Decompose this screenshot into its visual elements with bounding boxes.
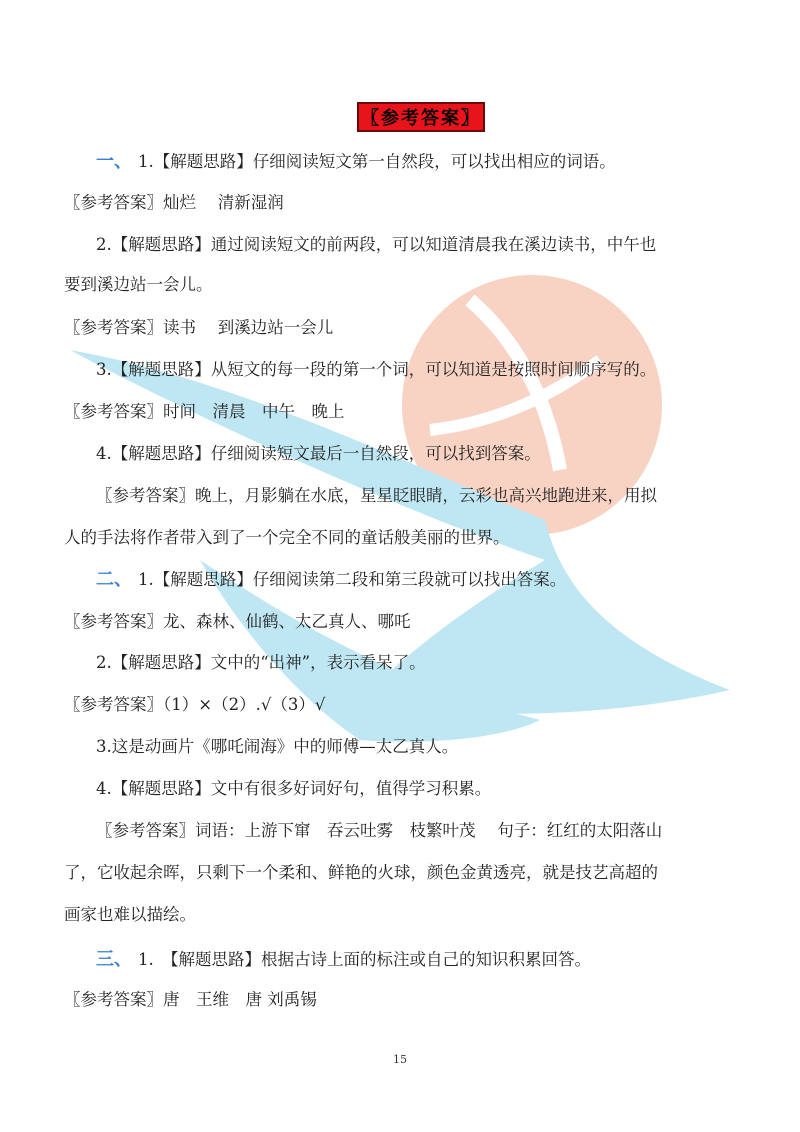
line-14: 〖参考答案〗（1）×（2）.√（3）√ bbox=[64, 695, 326, 714]
line-7: 〖参考答案〗时间 清晨 中午 晚上 bbox=[64, 402, 345, 421]
line-8: 4.【解题思路】仔细阅读短文最后一自然段，可以找到答案。 bbox=[96, 444, 541, 463]
line-5: 〖参考答案〗读书 到溪边站一会儿 bbox=[64, 318, 334, 337]
section-mark-3: 三、 bbox=[96, 949, 132, 970]
line-6: 3.【解题思路】从短文的每一段的第一个词，可以知道是按照时间顺序写的。 bbox=[96, 360, 657, 379]
section-mark-1: 一、 bbox=[96, 151, 132, 172]
line-9: 〖参考答案〗晚上，月影躺在水底，星星眨眼睛，云彩也高兴地跑进来，用拟 bbox=[96, 486, 657, 505]
answer-title: 〖参考答案〗 bbox=[361, 108, 481, 129]
line-10: 人的手法将作者带入到了一个完全不同的童话般美丽的世界。 bbox=[64, 528, 510, 547]
line-19: 画家也难以描绘。 bbox=[64, 905, 196, 924]
line-11: 二、 1.【解题思路】仔细阅读第二段和第三段就可以找出答案。 bbox=[96, 569, 567, 590]
answer-title-box bbox=[357, 102, 485, 132]
line-21: 〖参考答案〗唐 王维 唐 刘禹锡 bbox=[64, 990, 317, 1009]
line-4: 要到溪边站一会儿。 bbox=[64, 275, 213, 294]
page-number: 15 bbox=[393, 1053, 407, 1066]
line-13: 2.【解题思路】文中的“出神”，表示看呆了。 bbox=[96, 653, 426, 672]
line-15: 3.这是动画片《哪吒闹海》中的师傅—太乙真人。 bbox=[96, 737, 459, 756]
line-2: 〖参考答案〗灿烂 清新湿润 bbox=[64, 193, 284, 212]
line-17: 〖参考答案〗词语：上游下窜 吞云吐雾 枝繁叶茂 句子：红红的太阳落山 bbox=[96, 821, 663, 840]
line-16: 4.【解题思路】文中有很多好词好句，值得学习积累。 bbox=[96, 779, 492, 798]
section-mark-2: 二、 bbox=[96, 569, 132, 590]
line-18: 了，它收起余晖，只剩下一个柔和、鲜艳的火球，颜色金黄透亮，就是技艺高超的 bbox=[64, 863, 658, 882]
line-20: 三、 1. 【解题思路】根据古诗上面的标注或自己的知识积累回答。 bbox=[96, 949, 591, 970]
line-3: 2.【解题思路】通过阅读短文的前两段，可以知道清晨我在溪边读书，中午也 bbox=[96, 235, 657, 254]
line-12: 〖参考答案〗龙、森林、仙鹤、太乙真人、哪吒 bbox=[64, 612, 411, 631]
line-1: 一、 1.【解题思路】仔细阅读短文第一自然段，可以找出相应的词语。 bbox=[96, 151, 616, 172]
